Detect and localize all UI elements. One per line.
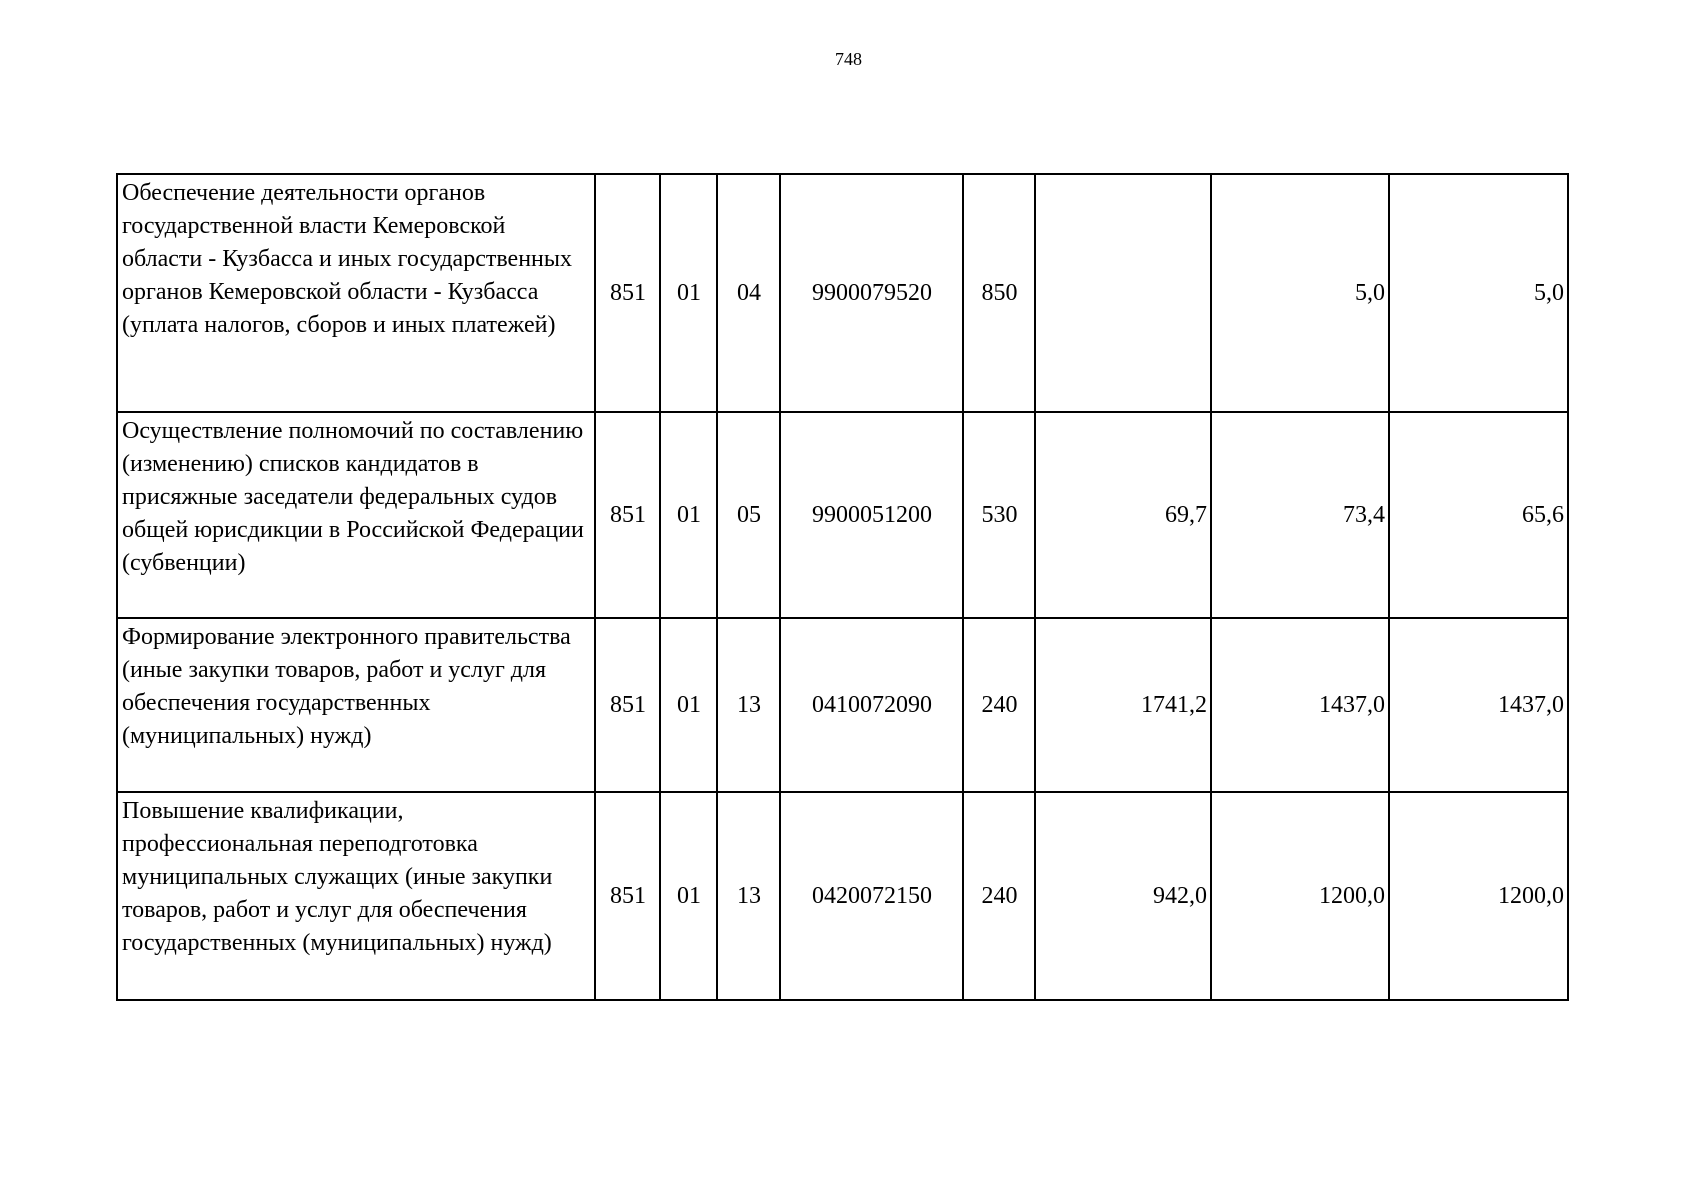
amount-year-3: 5,0 [1389,174,1568,412]
amount-year-1: 1741,2 [1035,618,1211,792]
target-article-code: 9900079520 [780,174,963,412]
amount-year-3: 1437,0 [1389,618,1568,792]
ministry-code: 851 [595,618,660,792]
section-code: 01 [660,618,717,792]
table-row [117,412,1568,618]
amount-year-2: 1200,0 [1211,792,1389,1000]
row-description: Осуществление полномочий по составлению (изменению) списков кандидатов в присяжные заседатели федеральных судов общей юрисдикции в Российской Федерации (субвенции) [117,412,595,618]
page-number: 748 [835,49,862,69]
amount-year-2: 73,4 [1211,412,1389,618]
amount-year-3: 65,6 [1389,412,1568,618]
row-description: Повышение квалификации, профессиональная переподготовка муниципальных служащих (иные закупки товаров, работ и услуг для обеспечения государственных (муниципальных) нужд) [117,792,595,1000]
subsection-code: 13 [717,618,780,792]
ministry-code: 851 [595,174,660,412]
subsection-code: 04 [717,174,780,412]
subsection-code: 05 [717,412,780,618]
target-article-code: 0420072150 [780,792,963,1000]
row-description: Обеспечение деятельности органов государственной власти Кемеровской области - Кузбасса и иных государственных органов Кемеровской области - Кузбасса (уплата налогов, сборов и иных платежей) [117,174,595,412]
amount-year-3: 1200,0 [1389,792,1568,1000]
amount-year-2: 1437,0 [1211,618,1389,792]
table-row [117,618,1568,792]
ministry-code: 851 [595,412,660,618]
table-row [117,792,1568,1000]
row-description: Формирование электронного правительства (иные закупки товаров, работ и услуг для обеспечения государственных (муниципальных) нужд) [117,618,595,792]
section-code: 01 [660,792,717,1000]
section-code: 01 [660,174,717,412]
expense-type-code: 530 [963,412,1035,618]
section-code: 01 [660,412,717,618]
table-row [117,174,1568,412]
ministry-code: 851 [595,792,660,1000]
amount-year-1: 69,7 [1035,412,1211,618]
subsection-code: 13 [717,792,780,1000]
amount-year-2: 5,0 [1211,174,1389,412]
expense-type-code: 850 [963,174,1035,412]
budget-table [116,173,1569,1001]
expense-type-code: 240 [963,792,1035,1000]
target-article-code: 9900051200 [780,412,963,618]
amount-year-1: 942,0 [1035,792,1211,1000]
target-article-code: 0410072090 [780,618,963,792]
expense-type-code: 240 [963,618,1035,792]
amount-year-1 [1035,174,1211,412]
